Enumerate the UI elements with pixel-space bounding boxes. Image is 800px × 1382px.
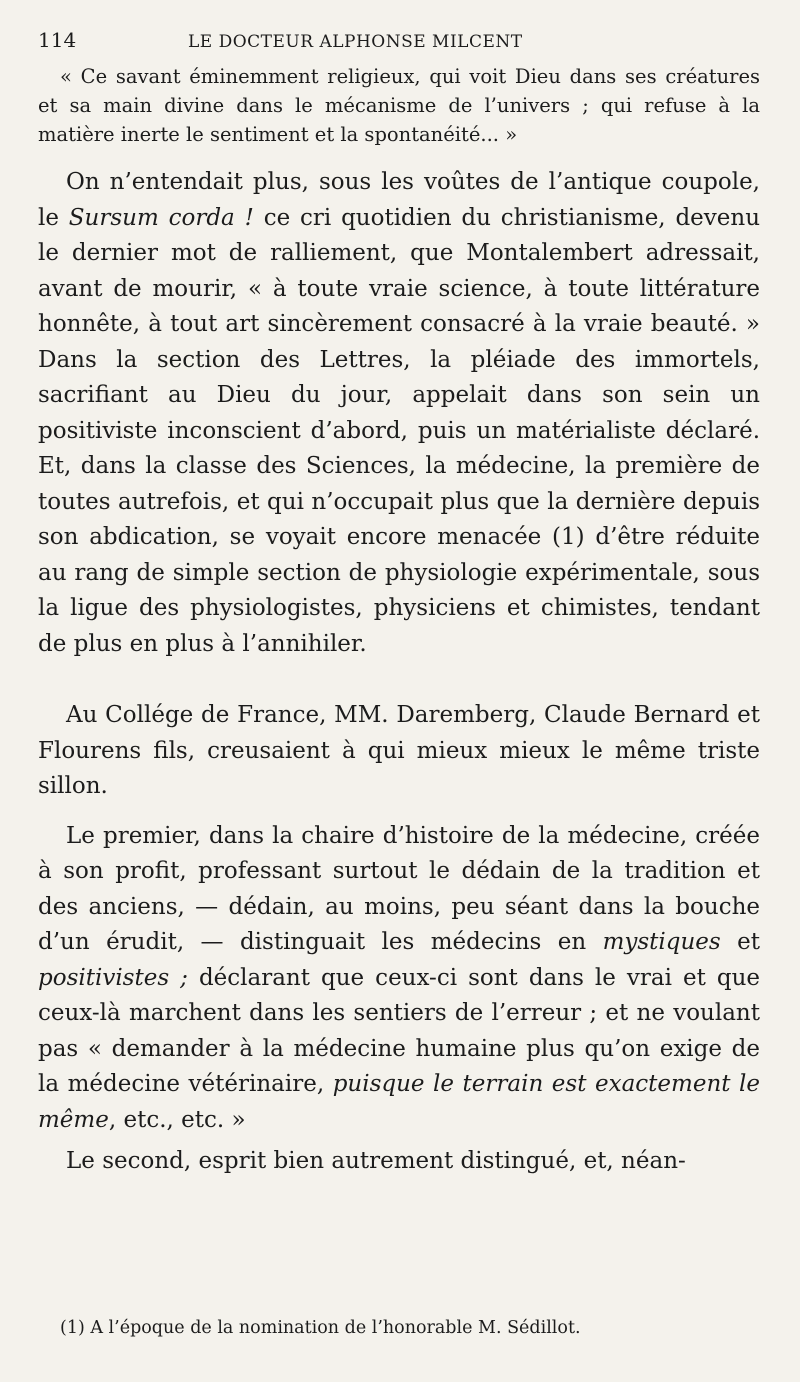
paragraph-academy	[38, 165, 760, 662]
paragraph-college-de-france: Au Collége de France, MM. Daremberg, Claude Bernard et Flourens fils, creusaient à qui mieux mieux le même triste sillon.	[38, 702, 760, 799]
paragraph-le-second: Le second, esprit bien autrement distingué, et, néan-	[66, 1148, 686, 1174]
quote-block	[38, 62, 760, 149]
quote-paragraph: « Ce savant éminemment religieux, qui voit Dieu dans ses créatures et sa main divine dans le mécanisme de l’univers ; qui refuse à la matière inerte le sentiment et la spontanéité... »	[38, 65, 760, 146]
running-title: LE DOCTEUR ALPHONSE MILCENT	[188, 32, 523, 52]
text-run: et	[720, 929, 760, 955]
page-number: 114	[38, 28, 77, 52]
paragraph-le-premier	[38, 819, 760, 1139]
text-run: On n’entendait plus, sous les voûtes de l’antique coupole, le	[38, 169, 760, 231]
italic-phrase: Sursum corda !	[68, 204, 254, 231]
text-run: ce cri quotidien du christianisme, devenu le dernier mot de ralliement, que Montalembert adressait, avant de mourir, « à toute vraie science, à toute littérature honnête, à tout art sincèrement consacré à la vraie beauté. » Dans la section des Lettres, la pléiade des immortels, sacrifiant au Dieu du jour, appelait dans son sein un positiviste inconscient d’abord, puis un matérialiste déclaré. Et, dans la classe des Sciences, la médecine, la première de toutes autrefois, et qui n’occupait plus que la dernière depuis son abdication, se voyait encore menacée (1) d’être réduite au rang de simple section de physiologie expérimentale, sous la ligue des physiologistes, physiciens et chimistes, tendant de plus en plus à l’annihiler.	[38, 204, 761, 657]
body-text	[38, 165, 760, 1180]
text-run: , etc., etc. »	[108, 1106, 246, 1133]
italic-phrase: mystiques	[602, 929, 721, 955]
text-run: déclarant que ceux-ci sont dans le vrai et que ceux-là marchent dans les sentiers de l’erreur ; et ne voulant pas « demander à la médecine humaine plus qu’on exige de la médecine vétérinaire,	[38, 964, 760, 1097]
footnote: (1) A l’époque de la nomination de l’honorable M. Sédillot.	[60, 1318, 581, 1338]
italic-phrase: positivistes ;	[38, 964, 188, 991]
italic-phrase: puisque le terrain est exactement le même	[38, 1071, 760, 1133]
page-header	[38, 28, 760, 62]
text-run: Le premier, dans la chaire d’histoire de la médecine, créée à son profit, professant surtout le dédain de la tradition et des anciens, — dédain, au moins, peu séant dans la bouche d’un érudit, — distinguait les médecins en	[38, 822, 760, 955]
